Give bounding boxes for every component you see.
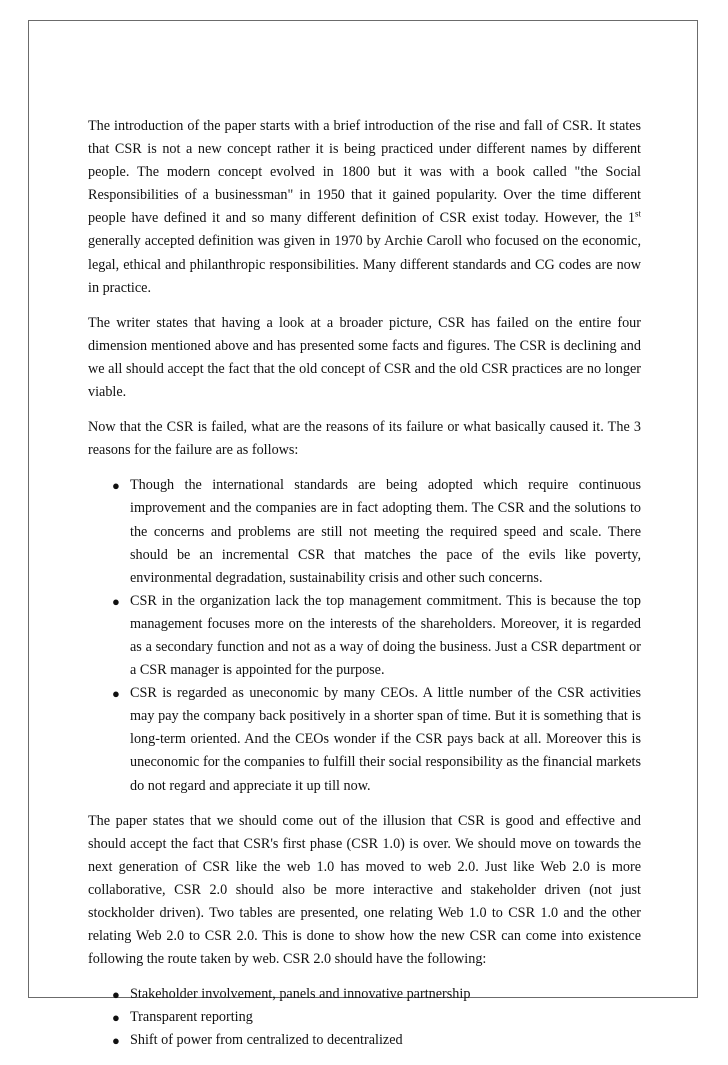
bullet-icon: ● xyxy=(112,686,120,702)
intro-ordinal: 1 xyxy=(627,210,635,227)
list-item xyxy=(88,1006,641,1029)
bullet-icon: ● xyxy=(112,593,120,609)
list-item-text: CSR is regarded as uneconomic by many CEOs. A little number of the CSR activities may pay the company back positively in a shorter span of time. But it is something that is long-term oriented. And the CEOs wonder if the CSR pays back at all. Moreover this is uneconomic for the companies to fulfill their social responsibility as the financial markets do not regard and appreciate it up till now. xyxy=(130,685,641,794)
bullet-icon: ● xyxy=(112,478,120,494)
failure-paragraph: The writer states that having a look at a broader picture, CSR has failed on the entire four dimension mentioned above and has presented some facts and figures. The CSR is declining and we all should accept the fact that the old concept of CSR and the old CSR practices are no longer viable. xyxy=(88,314,641,401)
list-item-text: Transparent reporting xyxy=(130,1009,253,1026)
document-body xyxy=(88,115,641,1065)
list-item-text: Shift of power from centralized to decentralized xyxy=(130,1032,403,1049)
list-item-text: Stakeholder involvement, panels and innovative partnership xyxy=(130,986,471,1003)
csr2-paragraph: The paper states that we should come out of the illusion that CSR is good and effective and should accept the fact that CSR's first phase (CSR 1.0) is over. We should move on towards the next generation of CSR like the web 1.0 has moved to web 2.0. Just like Web 2.0 is more collaborative, CSR 2.0 should also be more interactive and stakeholder driven (not just stockholder driven). Two tables are presented, one relating Web 1.0 to CSR 1.0 and the other relating Web 2.0 to CSR 2.0. This is done to show how the new CSR can come into existence following the route taken by web. CSR 2.0 should have the following: xyxy=(88,812,641,968)
list-item xyxy=(88,983,641,1006)
bullet-icon: ● xyxy=(112,987,120,1003)
list-item-text: Though the international standards are being adopted which require continuous improvement and the companies are in fact adopting them. The CSR and the solutions to the concerns and problems are still not meeting the required speed and scale. There should be an incremental CSR that matches the pace of the evils like poverty, environmental degradation, sustainability crisis and other such concerns. xyxy=(130,477,641,586)
list-item xyxy=(88,474,641,589)
intro-ordinal-suffix: st xyxy=(634,208,641,219)
list-item-text: CSR in the organization lack the top management commitment. This is because the top management focuses more on the interests of the shareholders. Moreover, it is regarded as a secondary function and not as a way of doing the business. Just a CSR department or a CSR manager is appointed for the purpose. xyxy=(130,592,641,679)
list-item xyxy=(88,682,641,797)
intro-text: The introduction of the paper starts with a brief introduction of the rise and fall of CSR. It states that CSR is not a new concept rather it is being practiced under different names by different people. The modern concept evolved in 1800 but it was with a book called "the Social Responsibilities of a businessman" in 1950 that it gained popularity. Over the time different people have defined it and so many different definition of CSR exist today. However, the xyxy=(88,118,641,227)
bullet-icon: ● xyxy=(112,1010,120,1026)
intro-paragraph xyxy=(88,115,641,300)
list-item xyxy=(88,1029,641,1052)
list-item xyxy=(88,590,641,682)
reasons-list xyxy=(88,474,641,797)
intro-text-tail: generally accepted definition was given in 1970 by Archie Caroll who focused on the economic, legal, ethical and philanthropic responsibilities. Many different standards and CG codes are now in practice. xyxy=(88,233,641,296)
csr2-list xyxy=(88,983,641,1052)
reasons-intro-paragraph: Now that the CSR is failed, what are the reasons of its failure or what basically caused it. The 3 reasons for the failure are as follows: xyxy=(88,419,641,459)
bullet-icon: ● xyxy=(112,1033,120,1049)
